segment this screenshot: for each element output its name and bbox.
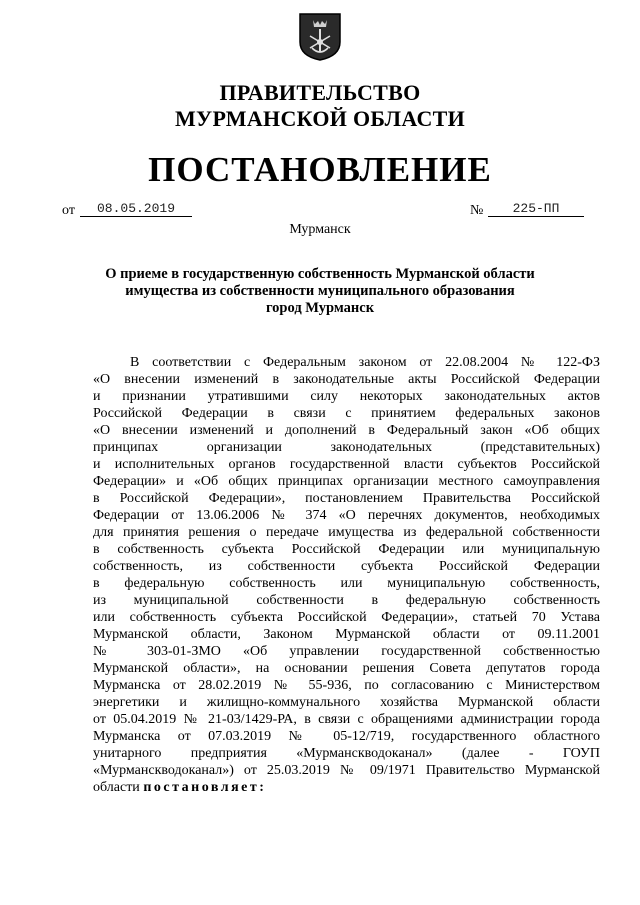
date-value: 08.05.2019 xyxy=(80,201,192,217)
decree-subject xyxy=(100,266,540,317)
body-line: Федерации» и «Об общих принципах организации местного самоуправления xyxy=(93,474,600,489)
body-line: Мурманской области», на основании решения Совета депутатов города xyxy=(93,661,600,676)
body-line: В соответствии с Федеральным законом от 22.08.2004 № 122-ФЗ xyxy=(130,355,600,370)
resolve-word: постановляет: xyxy=(143,780,267,795)
body-line: энергетики и жилищно-коммунального хозяйства Мурманской области xyxy=(93,695,600,710)
subject-line: имущества из собственности муниципального образования xyxy=(125,283,515,299)
body-line: в федеральную собственность или муниципальную собственность, xyxy=(93,576,600,591)
decree-title: ПОСТАНОВЛЕНИЕ xyxy=(148,150,492,189)
body-line: Федерации от 13.06.2006 № 374 «О перечнях документов, необходимых xyxy=(93,508,600,523)
body-line: Мурманска от 07.03.2019 № 05-12/719, государственного областного xyxy=(93,729,600,744)
body-line: собственность, из собственности субъекта Российской Федерации xyxy=(93,559,600,574)
subject-line: О приеме в государственную собственность Мурманской области xyxy=(105,266,535,282)
body-line: унитарного предприятия «Мурманскводоканал» (далее - ГОУП xyxy=(93,746,600,761)
body-line: из муниципальной собственности в федеральную собственность xyxy=(93,593,600,608)
subject-line: город Мурманск xyxy=(265,300,375,316)
body-line: Российской Федерации в связи с принятием федеральных законов xyxy=(93,406,600,421)
city-name: Мурманск xyxy=(289,222,351,237)
body-line: от 05.04.2019 № 21-03/1429-РА, в связи с обращениями администрации города xyxy=(93,712,600,727)
body-line: «Мурманскводоканал») от 25.03.2019 № 09/1971 Правительство Мурманской xyxy=(93,763,600,778)
body-line: или собственность субъекта Российской Федерации», статьей 70 Устава xyxy=(93,610,600,625)
body-line: в Российской Федерации», постановлением Правительства Российской xyxy=(93,491,600,506)
body-line: Мурманской области, Законом Мурманской области от 09.11.2001 xyxy=(93,627,600,642)
body-line: и признании утратившими силу некоторых законодательных актов xyxy=(93,389,600,404)
date-label: от xyxy=(62,203,75,218)
body-line: и исполнительных органов государственной власти субъектов Российской xyxy=(93,457,600,472)
body-line: «О внесении изменений и дополнений в Федеральный закон «Об общих xyxy=(93,423,600,438)
number-value: 225-ПП xyxy=(488,201,584,217)
body-line: № 303-01-ЗМО «Об управлении государственной собственностью xyxy=(93,644,600,659)
body-line: для принятия решения о передаче имущества из федеральной собственности xyxy=(93,525,600,540)
coat-of-arms-icon xyxy=(298,12,342,62)
body-line: «О внесении изменений в законодательные акты Российской Федерации xyxy=(93,372,600,387)
body-line: принципах организации законодательных (представительных) xyxy=(93,440,600,455)
body-line: в собственность субъекта Российской Федерации или муниципальную xyxy=(93,542,600,557)
government-title-line2: МУРМАНСКОЙ ОБЛАСТИ xyxy=(174,106,466,131)
body-line: Мурманска от 28.02.2019 № 55-936, по согласованию с Министерством xyxy=(93,678,600,693)
number-label: № xyxy=(470,203,484,218)
body-line-prefix: области xyxy=(93,780,144,795)
body-final-line xyxy=(93,779,600,796)
government-title-line1: ПРАВИТЕЛЬСТВО xyxy=(219,80,421,105)
